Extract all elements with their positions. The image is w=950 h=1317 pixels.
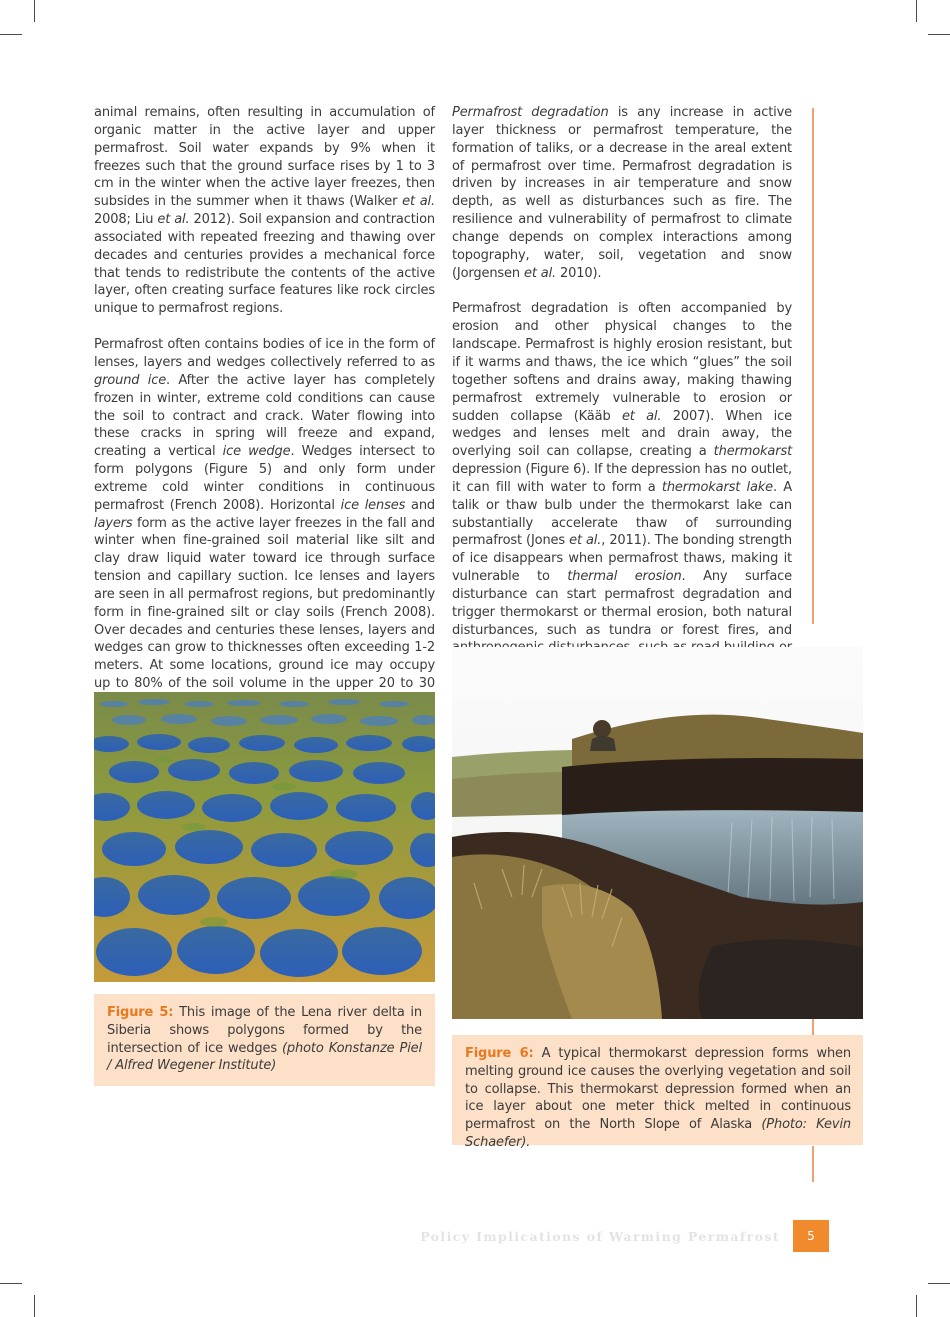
crop-mark [34, 1295, 35, 1317]
left-paragraph-2: Permafrost often contains bodies of ice in the form of lenses, layers and wedges collectively referred to as ground ice. After the active layer has completely frozen in winter, extreme cold conditions can cause the soil to contract and crack. Water flowing into these cracks in spring will freeze and expand, creating a vertical ice wedge. Wedges intersect to form polygons (Figure 5) and only form under extreme cold winter conditions in continuous permafrost (French 2008). Horizontal ice lenses and layers form as the active layer freezes in the fall and winter when fine-grained soil material like silt and clay draw liquid water toward ice through surface tension and capillary suction. Ice lenses and layers are seen in all permafrost regions, but predominantly form in fine-grained silt or clay soils (French 2008). Over decades and centuries these lenses, layers and wedges can grow to thicknesses often exceeding 1-2 meters. At some locations, ground ice may occupy up to 80% of the soil volume in the upper 20 to 30 [94, 337, 436, 692]
margin-rule-bottom [812, 1146, 814, 1182]
left-column [94, 104, 435, 729]
figure-5-credit: (photo Konstanze Piel / Alfred Wegener Institute) [107, 1040, 422, 1074]
right-paragraph-1: Permafrost degradation is any increase in active layer thickness or permafrost temperature, the formation of taliks, or a decrease in the areal extent of permafrost over time. Permafrost degradation is driven by increases in air temperature and snow depth, as well as disturbances such as fire. The resilience and vulnerability of permafrost to climate change depends on complex interactions among topography, water, soil, vegetation and snow (Jorgensen et al. 2010). [452, 105, 793, 281]
figure-6-text: A typical thermokarst depression forms when melting ground ice causes the overlying vegetation and soil to collapse. This thermokarst depression formed when an ice layer about one meter thick melted in continuous permafrost on the North Slope of Alaska [465, 1046, 851, 1133]
crop-mark [0, 34, 22, 35]
margin-rule-mid [812, 1018, 814, 1035]
right-paragraph-2: Permafrost degradation is often accompanied by erosion and other physical changes to the landscape. Permafrost is highly erosion resistant, but if it warms and thaws, the ice which “glues” the soil together softens and drains away, making thawing permafrost extremely vulnerable to erosion or sudden collapse (Kääb et al. 2007). When ice wedges and lenses melt and drain away, the overlying soil can collapse, creating a thermokarst depression (Figure 6). If the depression has no outlet, it can fill with water to form a thermokarst lake. A talik or thaw bulb under the thermokarst lake can substantially accelerate thaw of surrounding permafrost (Jones et al., 2011). The bonding strength of ice disappears when permafrost thaws, making it vulnerable to thermal erosion. Any surface disturbance can start permafrost degradation and trigger thermokarst or thermal erosion, both natural disturbances, such as tundra or forest fires, and [452, 301, 793, 638]
figure-6-label: Figure 6: [465, 1046, 534, 1061]
figure-5-caption [94, 994, 435, 1086]
figure-5-text: This image of the Lena river delta in Siberia shows polygons formed by the intersection of ice wedges [107, 1005, 422, 1056]
right-column [452, 104, 792, 693]
page-number: 5 [793, 1220, 829, 1252]
crop-mark [916, 0, 917, 22]
running-footer-title: Policy Implications of Warming Permafrost [420, 1229, 780, 1244]
crop-mark [928, 1283, 950, 1284]
margin-rule-top [812, 108, 814, 624]
figure-5-label: Figure 5: [107, 1005, 174, 1020]
figure-6-credit: (Photo: Kevin Schaefer). [465, 1117, 851, 1150]
figure-5-photo [94, 692, 435, 982]
figure-6-photo [452, 647, 863, 1019]
figure-6-caption [452, 1035, 863, 1150]
crop-mark [916, 1295, 917, 1317]
crop-mark [0, 1283, 22, 1284]
crop-mark [34, 0, 35, 22]
crop-mark [928, 34, 950, 35]
left-paragraph-1: animal remains, often resulting in accumulation of organic matter in the active layer and upper permafrost. Soil water expands by 9% when it freezes such that the ground surface rises by 1 to 3 cm in the winter when the active layer freezes, then subsides in the summer when it thaws (Walker et al. 2008; Liu et al. 2012). Soil expansion and contraction associated with repeated freezing and thawing over decades and centuries provides a mechanical force that tends to redistribute the contents of the active layer, often creating surface features like rock circles unique to permafrost regions. [94, 105, 436, 317]
